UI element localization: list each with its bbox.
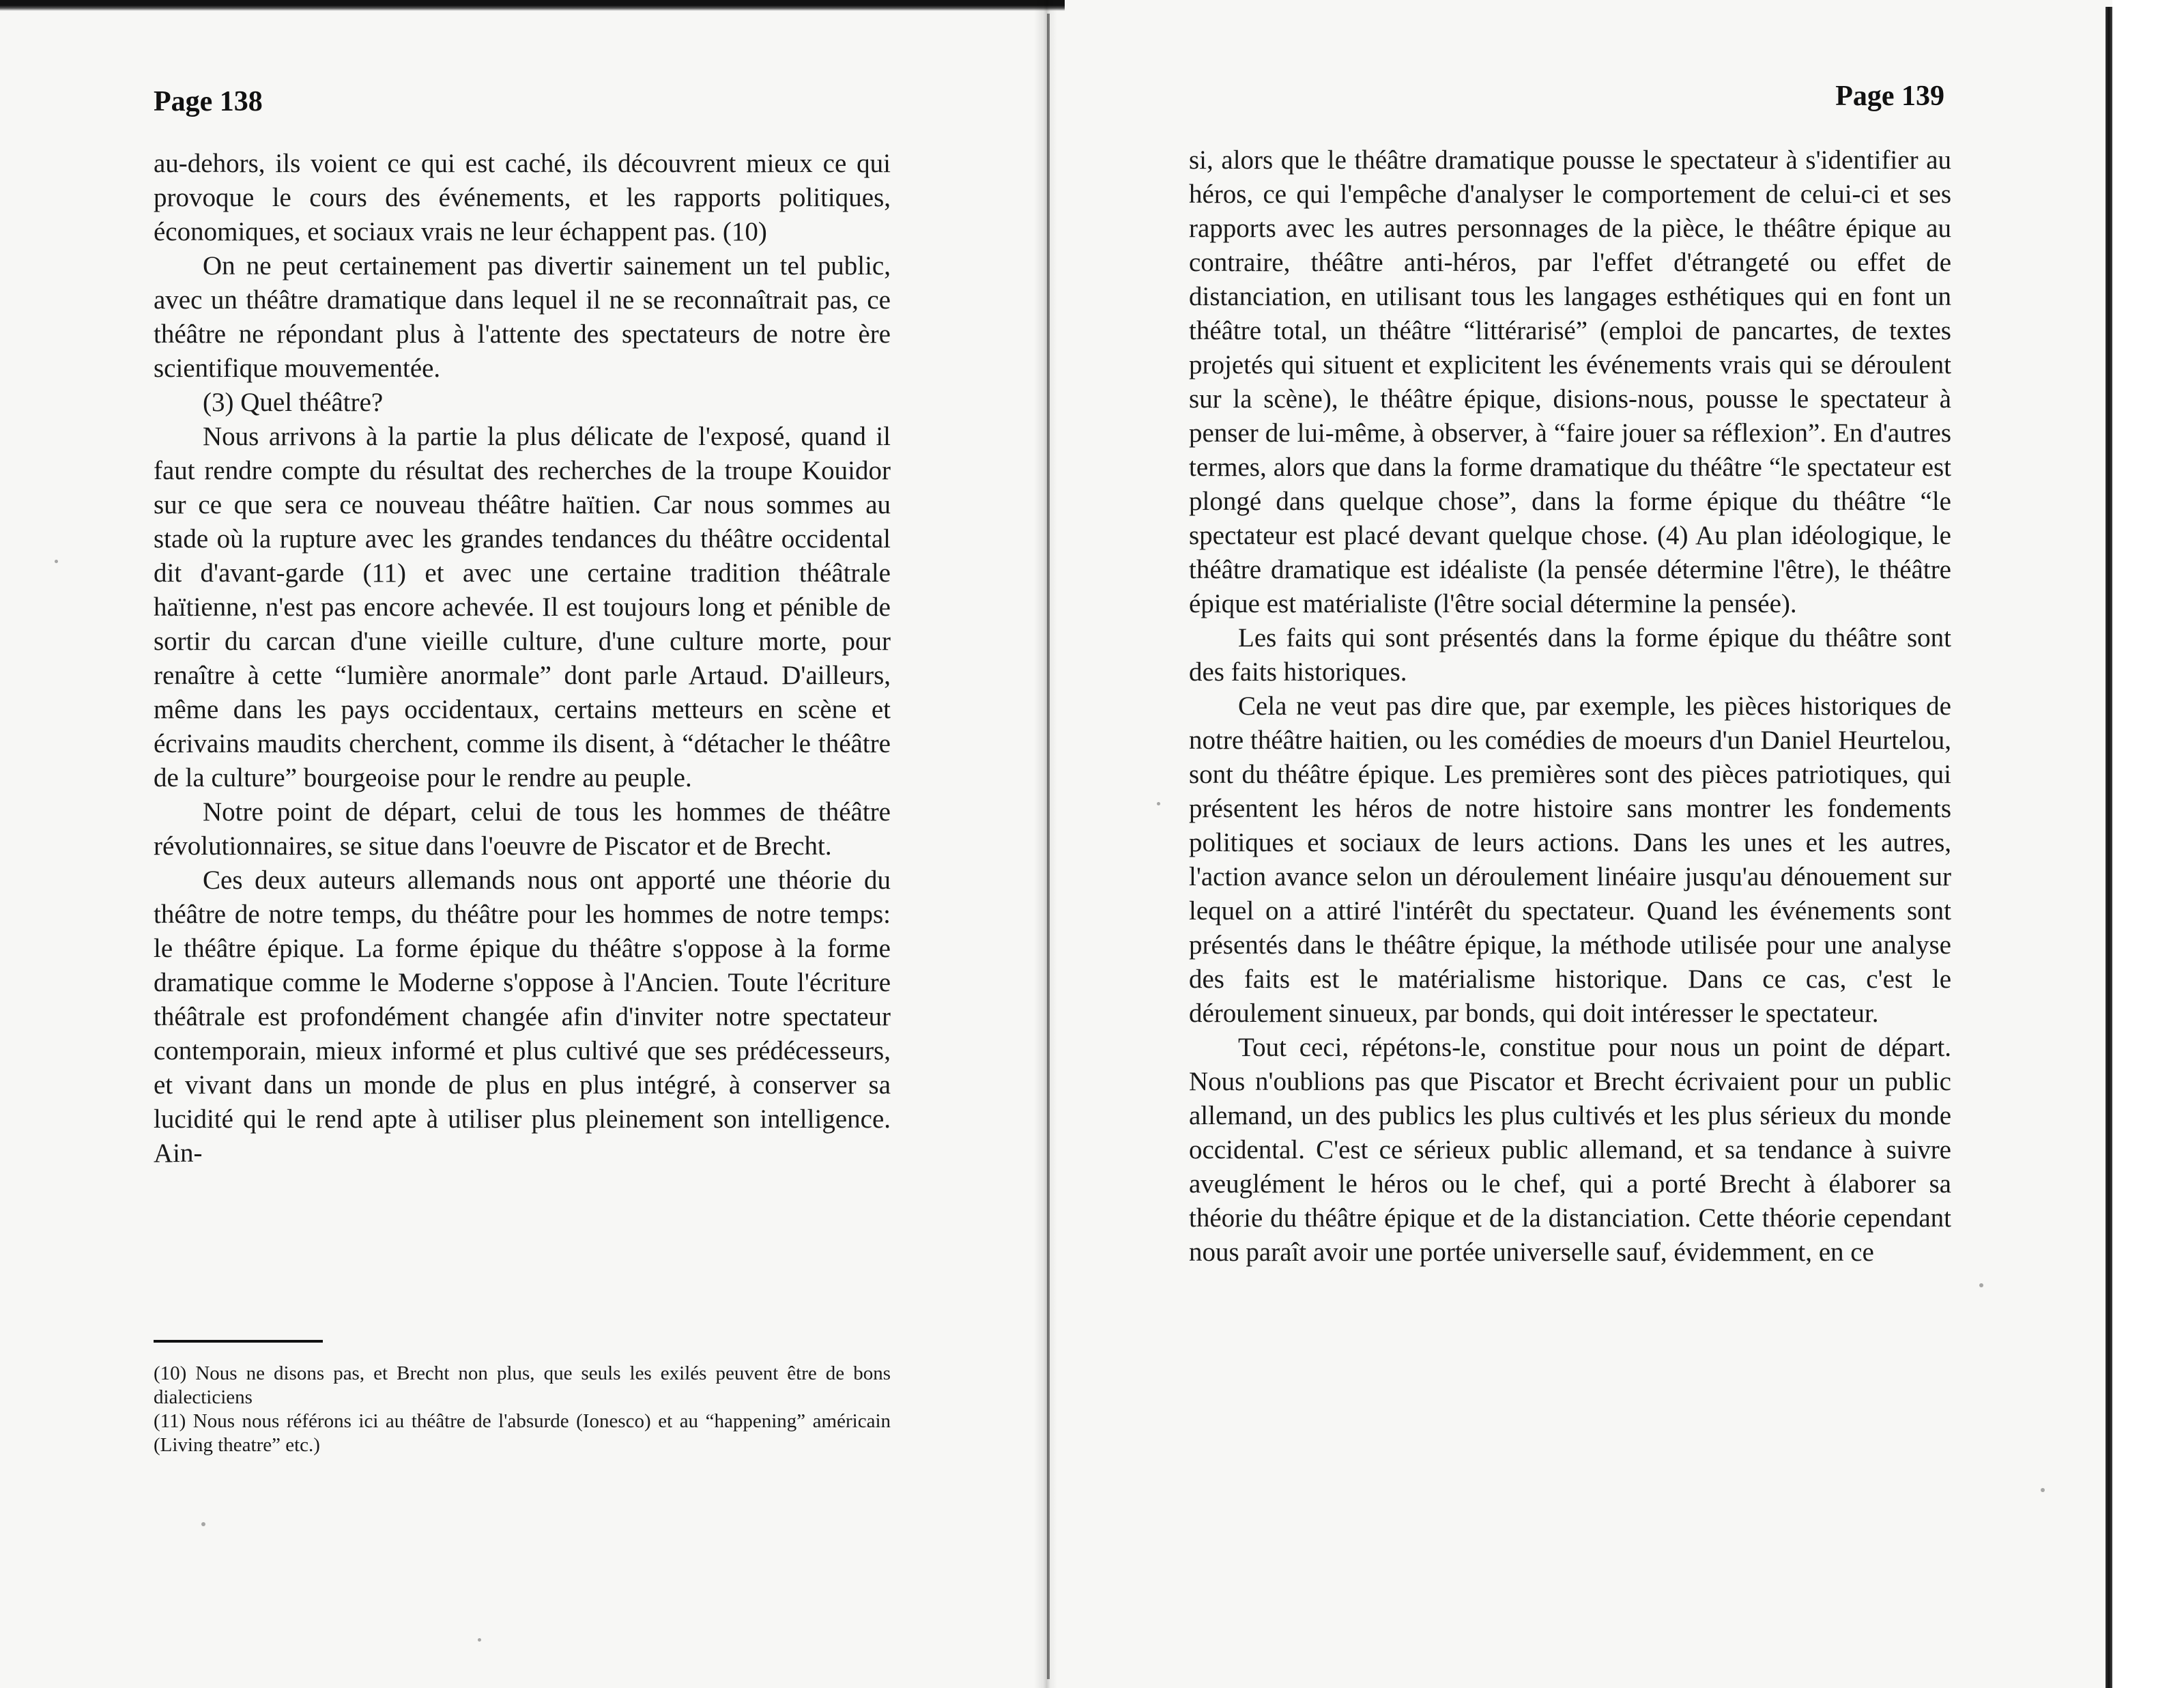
scan-speck bbox=[2041, 1488, 2045, 1492]
footnote: (10) Nous ne disons pas, et Brecht non plus, que seuls les exilés peuvent être de bons dialecticiens bbox=[154, 1362, 891, 1408]
paragraph: Les faits qui sont présentés dans la forme épique du théâtre sont des faits historiques. bbox=[1189, 623, 1951, 687]
page-number-right: Page 139 bbox=[1835, 81, 1944, 112]
right-page bbox=[1057, 0, 2106, 1688]
scan-margin bbox=[2112, 0, 2184, 1688]
paragraph: au-dehors, ils voient ce qui est caché, ils découvrent mieux ce qui provoque le cours des événements, et les rapports politiques, économiques, et sociaux vrais ne leur échappent pas. (10) bbox=[154, 149, 891, 246]
scan-speck bbox=[478, 1638, 481, 1642]
scan-speck bbox=[1979, 1283, 1983, 1287]
paragraph: Cela ne veut pas dire que, par exemple, les pièces historiques de notre théâtre haitien, ou les comédies de moeurs d'un Daniel Heurtelou, sont du théâtre épique. Les premières sont des pièces patriotiques, qui présentent les héros de notre histoire sans montrer les fondements politiques et sociaux de leurs actions. Dans les unes et les autres, l'action avance selon un déroulement linéaire jusqu'au dénouement sur lequel on a attiré l'intérêt du spectateur. Quand les événements sont présentés dans le théâtre épique, la méthode utilisée pour une analyse des faits est le matérialisme historique. Dans ce cas, c'est le déroulement sinueux, par bonds, qui doit intéresser le spectateur. bbox=[1189, 691, 1951, 1028]
footnote: (11) Nous nous référons ici au théâtre de l'absurde (Ionesco) et au “happening” américain (Living theatre” etc.) bbox=[154, 1410, 891, 1456]
footnotes bbox=[154, 1362, 891, 1457]
footnote-rule bbox=[154, 1340, 323, 1343]
scan-speck bbox=[55, 560, 58, 563]
paragraph: Ces deux auteurs allemands nous ont apporté une théorie du théâtre de notre temps, du théâtre pour les hommes de notre temps: le théâtre épique. La forme épique du théâtre s'oppose à la forme dramatique comme le Moderne s'oppose à l'Ancien. Toute l'écriture théâtrale est profondément changée afin d'inviter notre spectateur contemporain, mieux informé et plus cultivé que ses prédécesseurs, et vivant dans un monde de plus en plus intégré, à conserver sa lucidité qui le rend apte à utiliser plus pleinement son intelligence. Ain- bbox=[154, 866, 891, 1168]
paragraph: Notre point de départ, celui de tous les hommes de théâtre révolutionnaires, se situe dans l'oeuvre de Piscator et de Brecht. bbox=[154, 797, 891, 861]
paragraph: Nous arrivons à la partie la plus délicate de l'exposé, quand il faut rendre compte du résultat des recherches de la troupe Kouidor sur ce que sera ce nouveau théâtre haïtien. Car nous sommes au stade où la rupture avec les grandes tendances du théâtre occidental dit d'avant-garde (11) et avec une certaine tradition théâtrale haïtienne, n'est pas encore achevée. Il est toujours long et pénible de sortir du carcan d'une vieille culture, d'une culture morte, pour renaître à cette “lumière anormale” dont parle Artaud. D'ailleurs, même dans les pays occidentaux, certains metteurs en scène et écrivains maudits cherchent, comme ils disent, à “détacher le théâtre de la culture” bourgeoise pour le rendre au peuple. bbox=[154, 422, 891, 792]
left-page bbox=[0, 0, 1034, 1688]
paragraph: Tout ceci, répétons-le, constitue pour nous un point de départ. Nous n'oublions pas que Piscator et Brecht écrivaient pour un public allemand, un des publics les plus cultivés et les plus sérieux du monde occidental. C'est ce sérieux public allemand, et sa tendance à suivre aveuglément le héros ou le chef, qui a porté Brecht à élaborer sa théorie du théâtre épique et de la distanciation. Cette théorie cependant nous paraît avoir une portée universelle sauf, évidemment, en ce bbox=[1189, 1033, 1951, 1267]
gutter-fold-line bbox=[1047, 14, 1050, 1679]
paragraph: si, alors que le théâtre dramatique pousse le spectateur à s'identifier au héros, ce qui l'empêche d'analyser le comportement de celui-ci et ses rapports avec les autres personnages de la pièce, le théâtre épique au contraire, théâtre anti-héros, par l'effet d'étrangeté ou effet de distanciation, en utilisant tous les langages esthétiques qui en font un théâtre total, un théâtre “littérarisé” (emploi de pancartes, de textes projetés qui situent et explicitent les événements vrais qui se déroulent sur la scène), le théâtre épique, disions-nous, pousse le spectateur à penser de lui-même, à observer, à “faire jouer sa réflexion”. En d'autres termes, alors que dans la forme dramatique du théâtre “le spectateur est plongé dans quelque chose”, dans la forme épique du théâtre “le spectateur est placé devant quelque chose. (4) Au plan idéologique, le théâtre dramatique est idéaliste (la pensée détermine l'être), le théâtre épique est matérialiste (l'être social détermine la pensée). bbox=[1189, 145, 1951, 618]
section-heading: (3) Quel théâtre? bbox=[203, 388, 384, 417]
left-page-body bbox=[154, 147, 891, 1171]
scan-speck bbox=[1157, 802, 1160, 805]
right-page-edge bbox=[2106, 7, 2112, 1688]
right-page-body bbox=[1189, 143, 1951, 1270]
book-gutter bbox=[1034, 0, 1057, 1688]
page-number-left: Page 138 bbox=[154, 86, 263, 117]
paragraph: On ne peut certainement pas divertir sainement un tel public, avec un théâtre dramatique dans lequel il ne se reconnaîtrait pas, ce théâtre ne répondant plus à l'attente des spectateurs de notre ère scientifique mouvementée. bbox=[154, 251, 891, 383]
scan-speck bbox=[201, 1522, 205, 1526]
